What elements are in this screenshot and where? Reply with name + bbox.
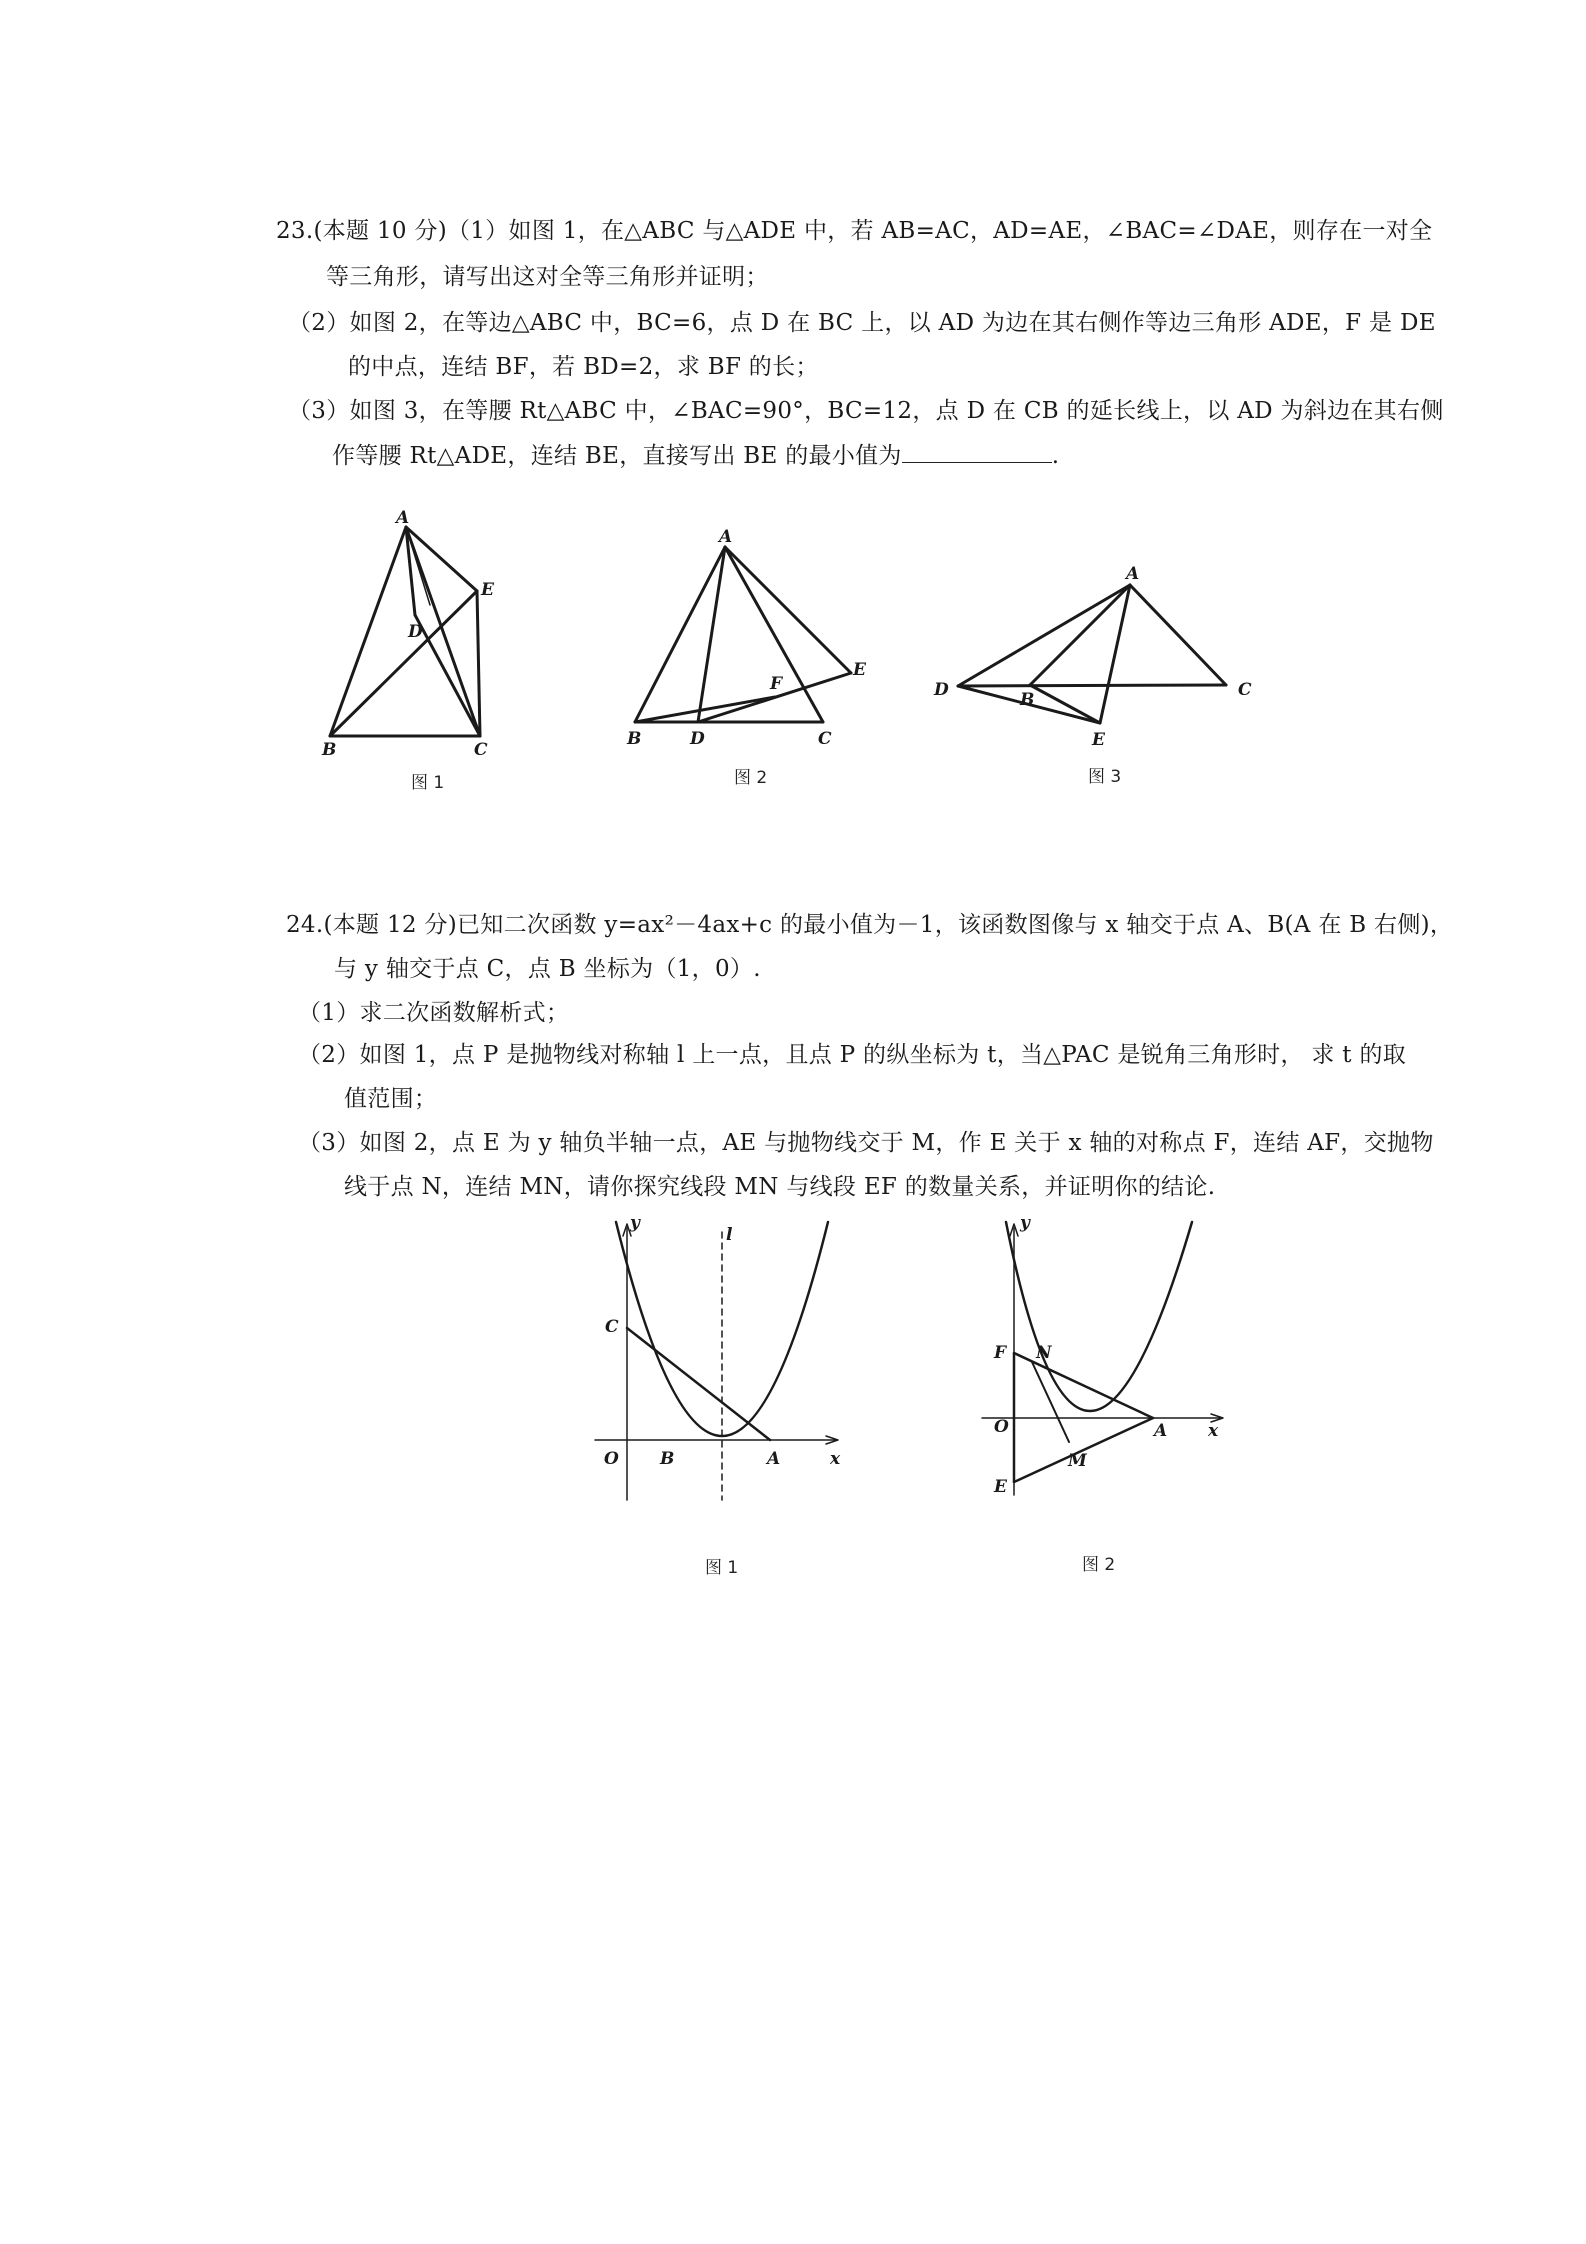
q23-line-3: （2）如图 2，在等边△ABC 中，BC=6，点 D 在 BC 上，以 AD 为边在其右侧作等边三角形 ADE，F 是 DE <box>288 310 1436 336</box>
fig3-label-B: B <box>1020 690 1035 710</box>
q23-line-6-text: 作等腰 Rt△ADE，连结 BE，直接写出 BE 的最小值为 <box>332 443 902 469</box>
q24-figure-1 <box>590 1210 860 1530</box>
q23-line-5: （3）如图 3，在等腰 Rt△ABC 中，∠BAC=90°，BC=12，点 D 在 CB 的延长线上，以 AD 为斜边在其右侧 <box>288 398 1444 424</box>
q24-fig2-label-O: O <box>994 1417 1009 1437</box>
q24-fig2-label-E: E <box>994 1477 1007 1497</box>
q24-line-6: （3）如图 2，点 E 为 y 轴负半轴一点，AE 与抛物线交于 M，作 E 关于 x 轴的对称点 F，连结 AF，交抛物 <box>298 1130 1434 1156</box>
q24-fig2-label-A: A <box>1154 1421 1168 1441</box>
q24-fig1-label-x: x <box>830 1449 841 1469</box>
q23-line-4: 的中点，连结 BF，若 BD=2，求 BF 的长； <box>348 354 819 380</box>
fig1-label-B: B <box>322 740 337 760</box>
fig2-label-A: A <box>719 527 733 547</box>
fig1-label-C: C <box>474 740 488 760</box>
q24-figure-2 <box>980 1210 1250 1510</box>
fig1-label-A: A <box>396 508 410 528</box>
fig2-label-B: B <box>627 729 642 749</box>
q24-line-5: 值范围； <box>344 1086 438 1112</box>
fig3-label-C: C <box>1238 680 1252 700</box>
q24-fig2-label-N: N <box>1036 1343 1052 1363</box>
q23-fig2-caption: 图 2 <box>734 768 768 788</box>
q24-line-1: 24.(本题 12 分)已知二次函数 y=ax²－4ax+c 的最小值为－1，该函数图像与 x 轴交于点 A、B(A 在 B 右侧)， <box>286 912 1454 938</box>
fig3-label-D: D <box>934 680 949 700</box>
q24-fig1-label-A: A <box>767 1449 781 1469</box>
q23-figure-3 <box>920 555 1260 755</box>
q23-line-1: 23.(本题 10 分)（1）如图 1，在△ABC 与△ADE 中，若 AB=AC，AD=AE，∠BAC=∠DAE，则存在一对全 <box>276 218 1433 244</box>
q23-figure-1 <box>300 505 520 760</box>
q23-fig3-caption: 图 3 <box>1088 767 1122 787</box>
fig3-label-A: A <box>1126 564 1140 584</box>
q24-fig2-caption: 图 2 <box>1082 1555 1116 1575</box>
q23-line-6-end: . <box>1051 443 1060 469</box>
q23-fig1-caption: 图 1 <box>411 773 445 793</box>
q24-fig2-label-y: y <box>1020 1213 1030 1233</box>
q24-fig2-label-F: F <box>994 1343 1007 1363</box>
fig3-label-E: E <box>1092 730 1105 750</box>
fig2-label-F: F <box>770 674 783 694</box>
q23-line-6 <box>332 440 1059 471</box>
q24-fig2-label-x: x <box>1208 1421 1219 1441</box>
q24-line-4: （2）如图 1，点 P 是抛物线对称轴 l 上一点，且点 P 的纵坐标为 t，当△PAC 是锐角三角形时， 求 t 的取 <box>298 1042 1407 1068</box>
q24-line-7: 线于点 N，连结 MN，请你探究线段 MN 与线段 EF 的数量关系，并证明你的结论. <box>344 1174 1216 1200</box>
q23-line-2: 等三角形，请写出这对全等三角形并证明； <box>326 264 769 290</box>
q24-fig2-label-M: M <box>1068 1451 1087 1471</box>
fig2-label-C: C <box>818 729 832 749</box>
fig1-label-D: D <box>408 622 423 642</box>
fig2-label-D: D <box>690 729 705 749</box>
q24-fig1-label-B: B <box>660 1449 675 1469</box>
q24-fig1-label-l: l <box>726 1225 733 1245</box>
q24-fig1-label-O: O <box>604 1449 619 1469</box>
q24-fig1-label-C: C <box>605 1317 619 1337</box>
fig1-label-E: E <box>481 580 494 600</box>
q24-line-2: 与 y 轴交于点 C，点 B 坐标为（1，0）. <box>334 956 761 982</box>
answer-blank[interactable] <box>902 440 1052 463</box>
q24-fig1-label-y: y <box>630 1213 640 1233</box>
q24-line-3: （1）求二次函数解析式； <box>298 1000 570 1026</box>
fig2-label-E: E <box>853 660 866 680</box>
q24-fig1-caption: 图 1 <box>705 1558 739 1578</box>
q23-figure-2 <box>615 515 875 760</box>
